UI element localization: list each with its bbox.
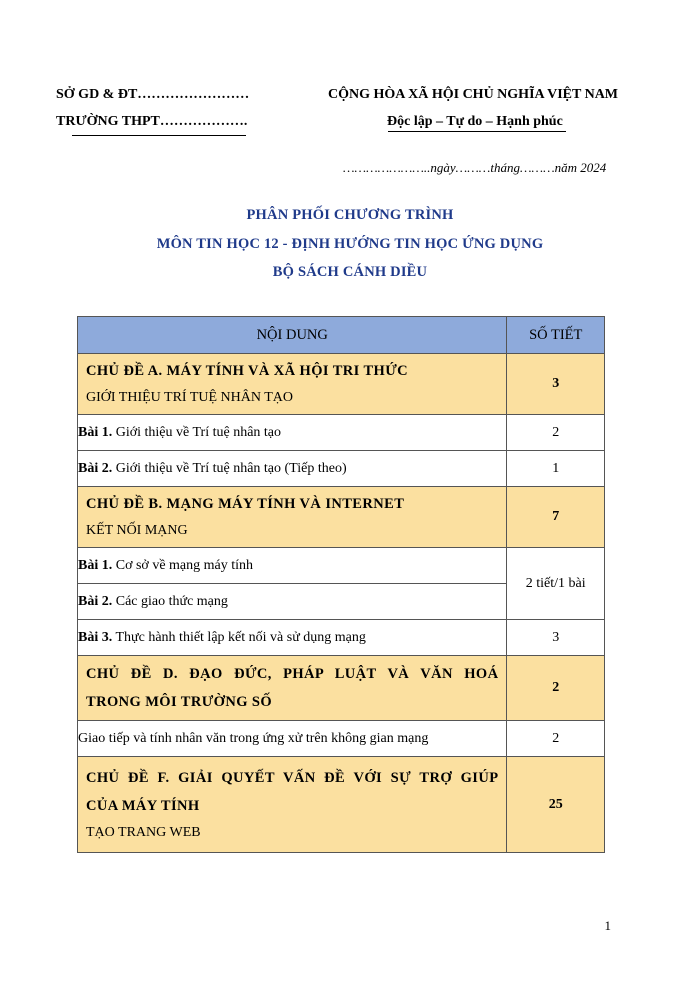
col-header-content: NỘI DUNG bbox=[78, 317, 507, 354]
lesson-text: Giới thiệu về Trí tuệ nhân tạo (Tiếp theo) bbox=[112, 460, 347, 476]
topic-a-title: CHỦ ĐỀ A. MÁY TÍNH VÀ XÃ HỘI TRI THỨC bbox=[86, 363, 409, 379]
table-row bbox=[78, 548, 605, 584]
motto-label: Độc lập – Tự do – Hạnh phúc bbox=[387, 114, 563, 129]
topic-f-title-2: CỦA MÁY TÍNH bbox=[86, 797, 200, 814]
table-row bbox=[78, 451, 605, 487]
col-header-hours: SỐ TIẾT bbox=[507, 317, 605, 354]
motto-underline bbox=[388, 131, 566, 132]
topic-d-title-2: TRONG MÔI TRƯỜNG SỐ bbox=[86, 694, 273, 710]
topic-b-sub: KẾT NỐI MẠNG bbox=[86, 523, 188, 538]
topic-f-hours: 25 bbox=[507, 757, 605, 853]
school-underline bbox=[72, 135, 246, 136]
table-row bbox=[78, 620, 605, 656]
d-lesson-hours: 2 bbox=[507, 721, 605, 757]
topic-d-hours: 2 bbox=[507, 656, 605, 721]
a-lesson-2-hours: 1 bbox=[507, 451, 605, 487]
topic-f-title-1: CHỦ ĐỀ F. GIẢI QUYẾT VẤN ĐỀ VỚI SỰ TRỢ GIÚP bbox=[86, 769, 499, 786]
lesson-text: Cơ sở về mạng máy tính bbox=[112, 557, 254, 573]
topic-f-cell bbox=[78, 757, 507, 853]
lesson-label: Bài 2. bbox=[78, 460, 113, 476]
department-label: SỞ GD & ĐT…………………… bbox=[56, 87, 250, 102]
topic-a-sub: GIỚI THIỆU TRÍ TUỆ NHÂN TẠO bbox=[86, 390, 293, 405]
b-lesson-2 bbox=[78, 584, 507, 620]
topic-a-cell bbox=[78, 354, 507, 415]
b-lesson-3 bbox=[78, 620, 507, 656]
topic-b-title: CHỦ ĐỀ B. MẠNG MÁY TÍNH VÀ INTERNET bbox=[86, 496, 405, 512]
b-lesson-1 bbox=[78, 548, 507, 584]
nation-label: CỘNG HÒA XÃ HỘI CHỦ NGHĨA VIỆT NAM bbox=[328, 87, 619, 102]
lesson-label: Bài 1. bbox=[78, 557, 113, 573]
lesson-text: Các giao thức mạng bbox=[112, 593, 228, 609]
school-label: TRƯỜNG THPT………………. bbox=[56, 114, 248, 129]
topic-d-title-1: CHỦ ĐỀ D. ĐẠO ĐỨC, PHÁP LUẬT VÀ VĂN HOÁ bbox=[86, 666, 499, 682]
date-line: …………………..ngày………tháng………năm 2024 bbox=[343, 160, 607, 175]
topic-b-row bbox=[78, 487, 605, 548]
table-row bbox=[78, 721, 605, 757]
topic-a-row bbox=[78, 354, 605, 415]
topic-d-cell bbox=[78, 656, 507, 721]
table-row bbox=[78, 415, 605, 451]
title-line-2: MÔN TIN HỌC 12 - ĐỊNH HƯỚNG TIN HỌC ỨNG DỤNG bbox=[156, 236, 544, 252]
page-number: 1 bbox=[604, 918, 611, 933]
a-lesson-2 bbox=[78, 451, 507, 487]
b-lessons-1-2-hours: 2 tiết/1 bài bbox=[507, 548, 605, 620]
topic-a-hours: 3 bbox=[507, 354, 605, 415]
topic-f-sub: TẠO TRANG WEB bbox=[86, 824, 201, 840]
b-lesson-3-hours: 3 bbox=[507, 620, 605, 656]
topic-b-hours: 7 bbox=[507, 487, 605, 548]
lesson-text: Giới thiệu về Trí tuệ nhân tạo bbox=[112, 424, 282, 440]
topic-d-row bbox=[78, 656, 605, 721]
topic-f-row bbox=[78, 757, 605, 853]
table-header-row bbox=[78, 317, 605, 354]
a-lesson-1 bbox=[78, 415, 507, 451]
lesson-text: Thực hành thiết lập kết nối và sử dụng mạng bbox=[112, 629, 366, 645]
lesson-label: Bài 1. bbox=[78, 424, 113, 440]
program-table bbox=[77, 316, 605, 853]
title-line-3: BỘ SÁCH CÁNH DIỀU bbox=[272, 264, 428, 280]
title-line-1: PHÂN PHỐI CHƯƠNG TRÌNH bbox=[246, 207, 454, 223]
lesson-label: Bài 2. bbox=[78, 593, 113, 609]
topic-b-cell bbox=[78, 487, 507, 548]
lesson-label: Bài 3. bbox=[78, 629, 113, 645]
d-lesson: Giao tiếp và tính nhân văn trong ứng xử trên không gian mạng bbox=[78, 721, 507, 757]
a-lesson-1-hours: 2 bbox=[507, 415, 605, 451]
